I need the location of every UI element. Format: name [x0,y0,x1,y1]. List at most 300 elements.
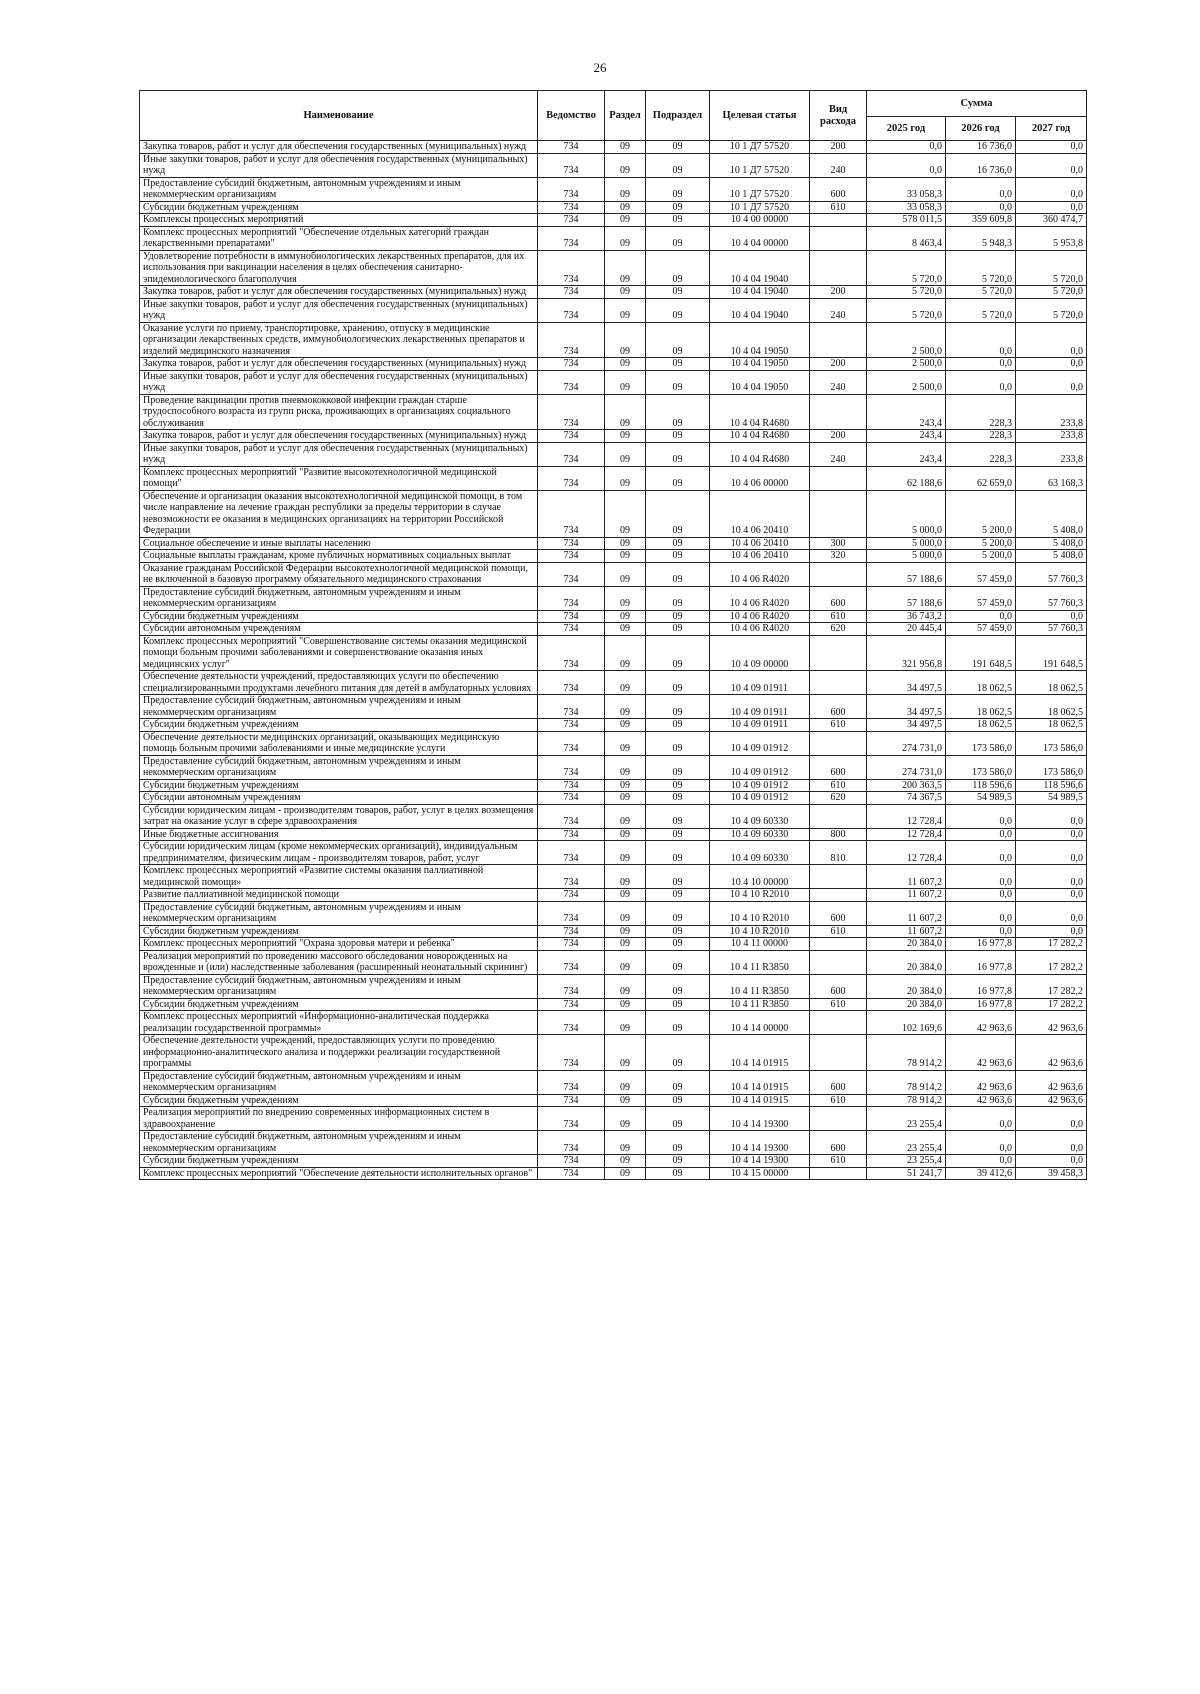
table-row [140,719,1087,732]
cell-expense: 610 [810,779,867,792]
cell-subsection: 09 [646,1131,710,1155]
cell-subsection: 09 [646,358,710,371]
cell-2027: 17 282,2 [1016,974,1087,998]
header-subsection: Подраздел [646,91,710,141]
cell-2026: 16 977,8 [946,998,1016,1011]
cell-2025: 20 384,0 [867,938,946,951]
cell-section: 09 [605,550,646,563]
cell-name: Субсидии автономным учреждениям [140,792,538,805]
cell-section: 09 [605,1155,646,1168]
cell-section: 09 [605,1107,646,1131]
cell-dept: 734 [538,586,605,610]
cell-expense [810,562,867,586]
cell-2025: 12 728,4 [867,804,946,828]
cell-dept: 734 [538,1155,605,1168]
cell-expense: 620 [810,623,867,636]
cell-target: 10 4 06 20410 [710,537,810,550]
cell-expense [810,1107,867,1131]
cell-2027: 54 989,5 [1016,792,1087,805]
cell-dept: 734 [538,550,605,563]
cell-subsection: 09 [646,889,710,902]
cell-2025: 11 607,2 [867,901,946,925]
cell-name: Субсидии бюджетным учреждениям [140,998,538,1011]
cell-expense [810,1011,867,1035]
cell-dept: 734 [538,286,605,299]
cell-expense: 600 [810,586,867,610]
cell-name: Предоставление субсидий бюджетным, автономным учреждениям и иным некоммерческим организациям [140,901,538,925]
table-row [140,358,1087,371]
cell-subsection: 09 [646,1167,710,1180]
cell-target: 10 4 04 R4680 [710,442,810,466]
cell-target: 10 4 09 01911 [710,671,810,695]
cell-subsection: 09 [646,950,710,974]
cell-subsection: 09 [646,804,710,828]
cell-section: 09 [605,1131,646,1155]
cell-2026: 0,0 [946,370,1016,394]
cell-name: Субсидии юридическим лицам (кроме некоммерческих организаций), индивидуальным предпринимателям, физическим лицам - производителям товаров, работ, услуг [140,841,538,865]
budget-table [139,90,1087,1180]
cell-2025: 12 728,4 [867,841,946,865]
cell-expense: 600 [810,901,867,925]
cell-2027: 5 720,0 [1016,286,1087,299]
cell-expense: 610 [810,998,867,1011]
table-row [140,865,1087,889]
cell-subsection: 09 [646,442,710,466]
cell-2027: 5 953,8 [1016,226,1087,250]
cell-expense: 320 [810,550,867,563]
cell-target: 10 4 06 20410 [710,550,810,563]
table-row [140,1070,1087,1094]
cell-expense: 610 [810,719,867,732]
table-row [140,177,1087,201]
table-row [140,490,1087,537]
table-row [140,1107,1087,1131]
cell-dept: 734 [538,925,605,938]
header-2026: 2026 год [946,117,1016,141]
cell-name: Иные закупки товаров, работ и услуг для обеспечения государственных (муниципальных) нужд [140,298,538,322]
cell-subsection: 09 [646,828,710,841]
table-row [140,442,1087,466]
cell-subsection: 09 [646,925,710,938]
cell-dept: 734 [538,828,605,841]
table-row [140,938,1087,951]
table-row [140,466,1087,490]
cell-section: 09 [605,974,646,998]
cell-name: Оказание гражданам Российской Федерации высокотехнологичной медицинской помощи, не включенной в базовую программу обязательного медицинского страхования [140,562,538,586]
cell-subsection: 09 [646,250,710,286]
cell-name: Иные бюджетные ассигнования [140,828,538,841]
cell-target: 10 4 06 R4020 [710,562,810,586]
table-row [140,889,1087,902]
cell-section: 09 [605,865,646,889]
table-row [140,635,1087,671]
cell-2025: 5 720,0 [867,286,946,299]
cell-section: 09 [605,804,646,828]
cell-2027: 0,0 [1016,865,1087,889]
table-row [140,250,1087,286]
cell-section: 09 [605,286,646,299]
cell-section: 09 [605,1035,646,1071]
cell-expense: 610 [810,201,867,214]
cell-2026: 0,0 [946,610,1016,623]
cell-subsection: 09 [646,865,710,889]
cell-2027: 57 760,3 [1016,586,1087,610]
cell-name: Предоставление субсидий бюджетным, автономным учреждениям и иным некоммерческим организациям [140,1131,538,1155]
header-expense: Вид расхода [810,91,867,141]
cell-target: 10 4 06 R4020 [710,610,810,623]
table-row [140,792,1087,805]
cell-2025: 20 384,0 [867,998,946,1011]
cell-target: 10 4 10 R2010 [710,889,810,902]
cell-2027: 57 760,3 [1016,623,1087,636]
cell-name: Комплекс процессных мероприятий "Обеспечение деятельности исполнительных органов" [140,1167,538,1180]
cell-2027: 5 720,0 [1016,250,1087,286]
cell-2025: 57 188,6 [867,586,946,610]
cell-dept: 734 [538,442,605,466]
cell-expense: 810 [810,841,867,865]
cell-dept: 734 [538,719,605,732]
cell-2025: 0,0 [867,141,946,154]
cell-subsection: 09 [646,695,710,719]
cell-target: 10 4 09 60330 [710,841,810,865]
cell-subsection: 09 [646,755,710,779]
cell-2027: 360 474,7 [1016,214,1087,227]
cell-dept: 734 [538,755,605,779]
cell-subsection: 09 [646,938,710,951]
cell-name: Субсидии бюджетным учреждениям [140,1155,538,1168]
cell-target: 10 4 14 19300 [710,1155,810,1168]
cell-expense [810,214,867,227]
cell-section: 09 [605,1070,646,1094]
cell-dept: 734 [538,358,605,371]
cell-dept: 734 [538,865,605,889]
table-row [140,394,1087,430]
table-row [140,828,1087,841]
cell-subsection: 09 [646,370,710,394]
cell-2027: 0,0 [1016,828,1087,841]
cell-name: Обеспечение и организация оказания высокотехнологичной медицинской помощи, в том числе направление на лечение граждан республики за пределы территории в случае невозможности ее оказания в медицинских организациях на территории Российской Федерации [140,490,538,537]
cell-name: Предоставление субсидий бюджетным, автономным учреждениям и иным некоммерческим организациям [140,586,538,610]
cell-2025: 5 000,0 [867,490,946,537]
cell-2027: 0,0 [1016,1155,1087,1168]
cell-subsection: 09 [646,1094,710,1107]
cell-name: Реализация мероприятий по проведению массового обследования новорожденных на врожденные и (или) наследственные заболевания (расширенный неонатальный скрининг) [140,950,538,974]
cell-2025: 36 743,2 [867,610,946,623]
table-row [140,1167,1087,1180]
cell-2025: 5 000,0 [867,537,946,550]
cell-subsection: 09 [646,623,710,636]
cell-expense: 610 [810,1155,867,1168]
cell-2027: 17 282,2 [1016,938,1087,951]
cell-target: 10 4 11 00000 [710,938,810,951]
cell-2026: 228,3 [946,442,1016,466]
cell-2027: 0,0 [1016,322,1087,358]
cell-dept: 734 [538,938,605,951]
table-row [140,901,1087,925]
cell-target: 10 4 10 R2010 [710,901,810,925]
cell-section: 09 [605,430,646,443]
cell-2027: 42 963,6 [1016,1035,1087,1071]
cell-name: Комплекс процессных мероприятий "Совершенствование системы оказания медицинской помощи больным прочими заболеваниями и совершенствование оказания иных медицинских услуг" [140,635,538,671]
cell-2025: 62 188,6 [867,466,946,490]
cell-section: 09 [605,889,646,902]
cell-name: Предоставление субсидий бюджетным, автономным учреждениям и иным некоммерческим организациям [140,974,538,998]
cell-2025: 243,4 [867,442,946,466]
cell-dept: 734 [538,610,605,623]
cell-target: 10 4 04 19040 [710,298,810,322]
cell-2026: 16 977,8 [946,950,1016,974]
cell-2026: 0,0 [946,358,1016,371]
header-dept: Ведомство [538,91,605,141]
cell-expense: 800 [810,828,867,841]
cell-2026: 62 659,0 [946,466,1016,490]
cell-section: 09 [605,250,646,286]
cell-target: 10 4 11 R3850 [710,950,810,974]
cell-2027: 0,0 [1016,925,1087,938]
cell-2025: 33 058,3 [867,201,946,214]
cell-name: Проведение вакцинации против пневмококковой инфекции граждан старше трудоспособного возраста из групп риска, проживающих в организациях социального обслуживания [140,394,538,430]
cell-2026: 0,0 [946,322,1016,358]
cell-2025: 2 500,0 [867,358,946,371]
cell-2026: 191 648,5 [946,635,1016,671]
cell-target: 10 4 09 01912 [710,792,810,805]
cell-target: 10 4 14 01915 [710,1094,810,1107]
cell-subsection: 09 [646,998,710,1011]
cell-2026: 16 736,0 [946,141,1016,154]
cell-dept: 734 [538,1131,605,1155]
cell-subsection: 09 [646,1035,710,1071]
cell-target: 10 4 09 60330 [710,804,810,828]
cell-2026: 5 720,0 [946,286,1016,299]
cell-2026: 0,0 [946,804,1016,828]
cell-section: 09 [605,586,646,610]
cell-expense: 240 [810,298,867,322]
cell-subsection: 09 [646,394,710,430]
cell-2025: 8 463,4 [867,226,946,250]
cell-dept: 734 [538,695,605,719]
cell-section: 09 [605,322,646,358]
cell-dept: 734 [538,779,605,792]
cell-section: 09 [605,610,646,623]
cell-subsection: 09 [646,201,710,214]
cell-name: Предоставление субсидий бюджетным, автономным учреждениям и иным некоммерческим организациям [140,1070,538,1094]
cell-2025: 33 058,3 [867,177,946,201]
cell-dept: 734 [538,1107,605,1131]
cell-subsection: 09 [646,1011,710,1035]
cell-section: 09 [605,938,646,951]
cell-dept: 734 [538,322,605,358]
cell-subsection: 09 [646,537,710,550]
cell-2027: 17 282,2 [1016,998,1087,1011]
table-row [140,201,1087,214]
cell-name: Предоставление субсидий бюджетным, автономным учреждениям и иным некоммерческим организациям [140,177,538,201]
cell-2026: 57 459,0 [946,562,1016,586]
cell-target: 10 4 10 R2010 [710,925,810,938]
table-row [140,1131,1087,1155]
cell-target: 10 4 11 R3850 [710,974,810,998]
cell-name: Оказание услуги по приему, транспортировке, хранению, отпуску в медицинские организации лекарственных средств, иммунобиологических лекарственных препаратов и изделий медицинского назначения [140,322,538,358]
table-row [140,925,1087,938]
cell-name: Социальное обеспечение и иные выплаты населению [140,537,538,550]
cell-expense: 200 [810,141,867,154]
cell-expense: 610 [810,1094,867,1107]
cell-dept: 734 [538,998,605,1011]
cell-dept: 734 [538,430,605,443]
cell-2027: 57 760,3 [1016,562,1087,586]
cell-2025: 20 445,4 [867,623,946,636]
cell-subsection: 09 [646,153,710,177]
table-row [140,1094,1087,1107]
table-row [140,779,1087,792]
cell-expense [810,804,867,828]
cell-target: 10 4 14 19300 [710,1131,810,1155]
cell-name: Комплекс процессных мероприятий "Обеспечение отдельных категорий граждан лекарственными препаратами" [140,226,538,250]
cell-2027: 0,0 [1016,901,1087,925]
cell-target: 10 4 14 19300 [710,1107,810,1131]
cell-expense [810,490,867,537]
cell-section: 09 [605,623,646,636]
cell-section: 09 [605,537,646,550]
table-row [140,695,1087,719]
cell-subsection: 09 [646,792,710,805]
cell-2027: 0,0 [1016,201,1087,214]
cell-section: 09 [605,298,646,322]
cell-expense: 600 [810,177,867,201]
cell-name: Развитие паллиативной медицинской помощи [140,889,538,902]
cell-section: 09 [605,394,646,430]
header-name: Наименование [140,91,538,141]
cell-2025: 78 914,2 [867,1094,946,1107]
cell-dept: 734 [538,901,605,925]
cell-2027: 0,0 [1016,804,1087,828]
cell-section: 09 [605,141,646,154]
cell-subsection: 09 [646,731,710,755]
cell-dept: 734 [538,250,605,286]
cell-expense: 200 [810,286,867,299]
cell-name: Субсидии бюджетным учреждениям [140,610,538,623]
cell-2025: 74 367,5 [867,792,946,805]
cell-2027: 0,0 [1016,141,1087,154]
cell-2026: 228,3 [946,394,1016,430]
table-row [140,998,1087,1011]
cell-2026: 42 963,6 [946,1035,1016,1071]
cell-section: 09 [605,177,646,201]
cell-name: Иные закупки товаров, работ и услуг для обеспечения государственных (муниципальных) нужд [140,153,538,177]
cell-expense: 240 [810,370,867,394]
cell-target: 10 4 09 00000 [710,635,810,671]
table-row [140,537,1087,550]
cell-name: Субсидии автономным учреждениям [140,623,538,636]
cell-section: 09 [605,901,646,925]
cell-expense: 610 [810,610,867,623]
cell-2026: 57 459,0 [946,623,1016,636]
cell-expense: 600 [810,755,867,779]
cell-section: 09 [605,1167,646,1180]
cell-target: 10 4 06 20410 [710,490,810,537]
cell-2025: 23 255,4 [867,1155,946,1168]
cell-2026: 228,3 [946,430,1016,443]
cell-2026: 0,0 [946,841,1016,865]
cell-section: 09 [605,214,646,227]
cell-expense: 240 [810,442,867,466]
cell-section: 09 [605,370,646,394]
cell-target: 10 4 04 19040 [710,286,810,299]
cell-name: Закупка товаров, работ и услуг для обеспечения государственных (муниципальных) нужд [140,430,538,443]
cell-name: Комплексы процессных мероприятий [140,214,538,227]
cell-expense [810,889,867,902]
cell-2026: 18 062,5 [946,671,1016,695]
table-row [140,153,1087,177]
cell-expense: 240 [810,153,867,177]
header-target: Целевая статья [710,91,810,141]
cell-2025: 34 497,5 [867,671,946,695]
cell-dept: 734 [538,623,605,636]
table-row [140,226,1087,250]
cell-name: Удовлетворение потребности в иммунобиологических лекарственных препаратов, для их использования при вакцинации населения в целях обеспечения санитарно-эпидемиологического благополучия [140,250,538,286]
cell-2025: 34 497,5 [867,719,946,732]
cell-2026: 0,0 [946,865,1016,889]
cell-2026: 5 720,0 [946,250,1016,286]
cell-section: 09 [605,562,646,586]
cell-subsection: 09 [646,466,710,490]
cell-target: 10 4 11 R3850 [710,998,810,1011]
cell-2027: 0,0 [1016,841,1087,865]
cell-target: 10 4 09 01911 [710,695,810,719]
cell-2026: 5 200,0 [946,490,1016,537]
cell-2025: 34 497,5 [867,695,946,719]
cell-2025: 102 169,6 [867,1011,946,1035]
cell-name: Обеспечение деятельности учреждений, предоставляющих услуги по проведению информационно-аналитического анализа и поддержки реализации государственной программы [140,1035,538,1071]
cell-section: 09 [605,358,646,371]
cell-2026: 359 609,8 [946,214,1016,227]
cell-name: Обеспечение деятельности медицинских организаций, оказывающих медицинскую помощь больным прочими заболеваниями и иные медицинские услуги [140,731,538,755]
cell-dept: 734 [538,562,605,586]
cell-dept: 734 [538,214,605,227]
cell-target: 10 4 14 00000 [710,1011,810,1035]
cell-target: 10 1 Д7 57520 [710,141,810,154]
table-row [140,370,1087,394]
cell-2025: 11 607,2 [867,889,946,902]
cell-dept: 734 [538,1167,605,1180]
cell-dept: 734 [538,731,605,755]
cell-2027: 0,0 [1016,153,1087,177]
cell-target: 10 4 09 60330 [710,828,810,841]
cell-expense: 600 [810,695,867,719]
cell-2025: 20 384,0 [867,950,946,974]
cell-name: Комплекс процессных мероприятий "Развитие высокотехнологичной медицинской помощи" [140,466,538,490]
cell-target: 10 4 06 R4020 [710,623,810,636]
cell-2025: 23 255,4 [867,1131,946,1155]
table-row [140,1035,1087,1071]
cell-2026: 16 977,8 [946,938,1016,951]
cell-expense: 600 [810,1131,867,1155]
cell-subsection: 09 [646,286,710,299]
cell-section: 09 [605,201,646,214]
cell-subsection: 09 [646,1155,710,1168]
cell-2026: 5 948,3 [946,226,1016,250]
cell-target: 10 4 15 00000 [710,1167,810,1180]
cell-dept: 734 [538,635,605,671]
cell-2025: 51 241,7 [867,1167,946,1180]
cell-dept: 734 [538,889,605,902]
cell-2027: 0,0 [1016,889,1087,902]
cell-2027: 0,0 [1016,370,1087,394]
cell-section: 09 [605,1011,646,1035]
cell-2025: 20 384,0 [867,974,946,998]
cell-dept: 734 [538,394,605,430]
header-2025: 2025 год [867,117,946,141]
cell-name: Субсидии бюджетным учреждениям [140,779,538,792]
